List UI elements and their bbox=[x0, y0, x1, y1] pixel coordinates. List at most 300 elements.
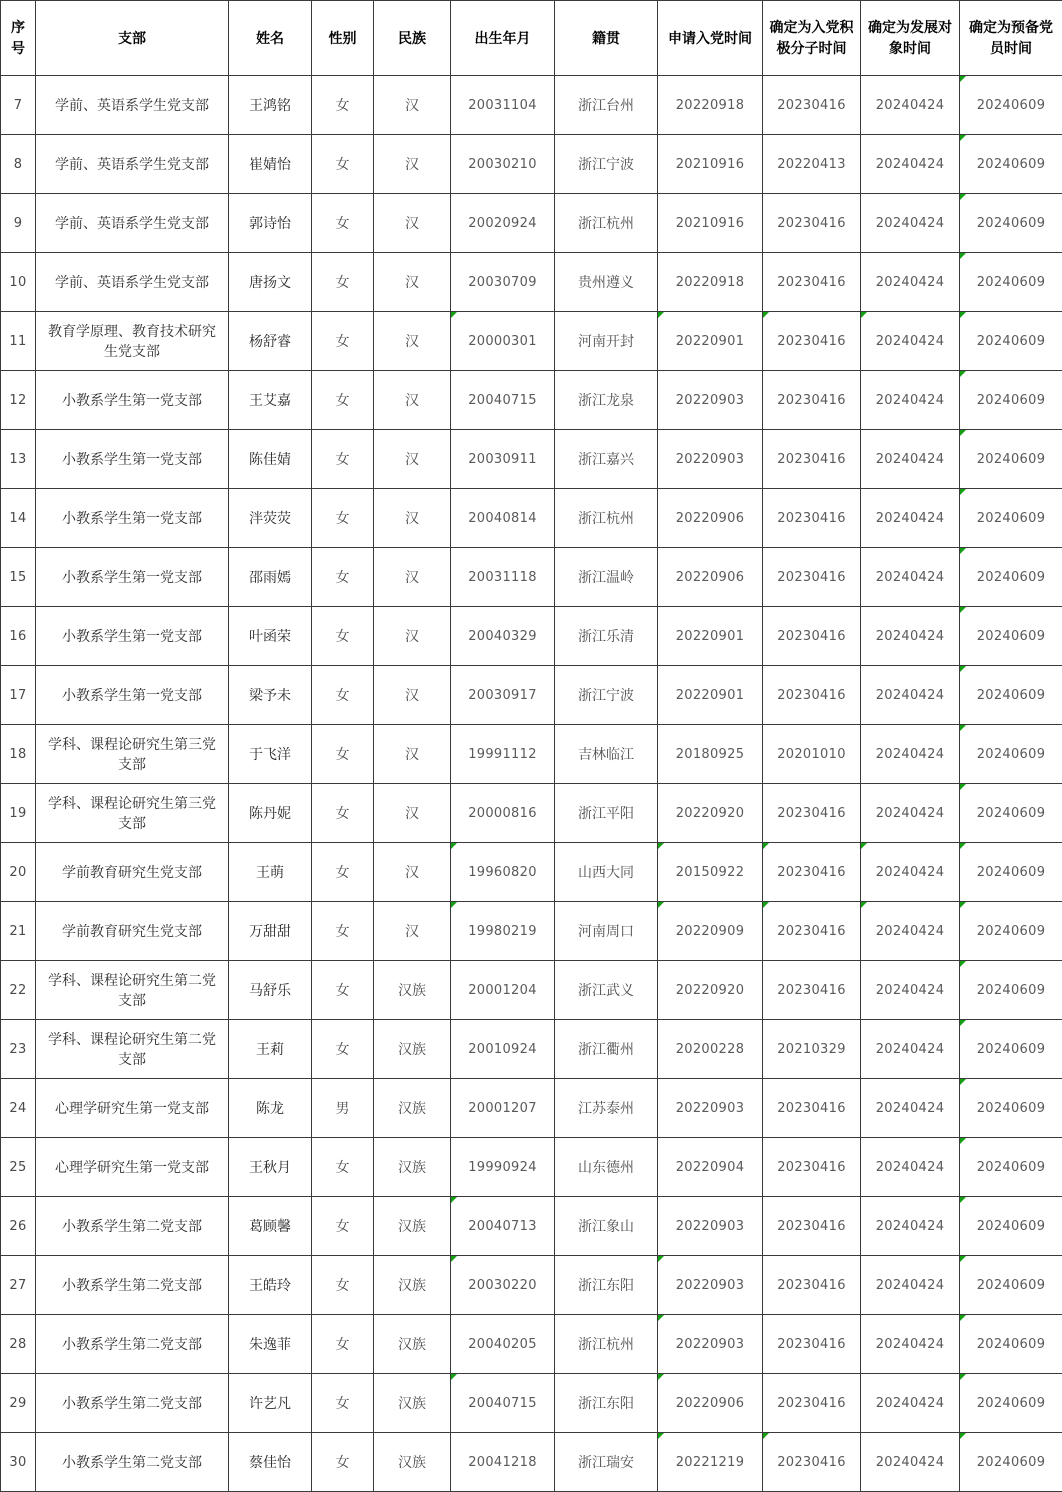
cell-ethnic[interactable]: 汉族 bbox=[374, 1433, 451, 1492]
cell-ethnic[interactable]: 汉 bbox=[374, 489, 451, 548]
cell-ethnic[interactable]: 汉族 bbox=[374, 1256, 451, 1315]
cell-ethnic[interactable]: 汉族 bbox=[374, 1197, 451, 1256]
cell-ethnic[interactable]: 汉 bbox=[374, 430, 451, 489]
cell-name[interactable]: 王皓玲 bbox=[229, 1256, 312, 1315]
cell-branch[interactable]: 学科、课程论研究生第二党支部 bbox=[36, 1020, 229, 1079]
cell-target[interactable]: 20240424 bbox=[861, 371, 960, 430]
cell-native[interactable]: 浙江平阳 bbox=[555, 784, 658, 843]
cell-flag-triangle-icon bbox=[658, 1315, 664, 1321]
cell-activist[interactable]: 20230416 bbox=[763, 1374, 861, 1433]
cell-probation[interactable]: 20240609 bbox=[960, 1138, 1062, 1197]
cell-seq[interactable]: 23 bbox=[1, 1020, 36, 1079]
cell-probation[interactable]: 20240609 bbox=[960, 1197, 1062, 1256]
cell-seq[interactable]: 27 bbox=[1, 1256, 36, 1315]
cell-native[interactable]: 河南开封 bbox=[555, 312, 658, 371]
cell-target[interactable]: 20240424 bbox=[861, 1138, 960, 1197]
cell-seq[interactable]: 26 bbox=[1, 1197, 36, 1256]
cell-name[interactable]: 葛顾馨 bbox=[229, 1197, 312, 1256]
cell-flag-triangle-icon bbox=[658, 312, 664, 318]
cell-birth[interactable]: 19991112 bbox=[451, 725, 555, 784]
cell-branch[interactable]: 学前教育研究生党支部 bbox=[36, 902, 229, 961]
cell-target[interactable]: 20240424 bbox=[861, 1374, 960, 1433]
cell-ethnic[interactable]: 汉 bbox=[374, 253, 451, 312]
cell-flag-triangle-icon bbox=[960, 312, 966, 318]
cell-apply[interactable]: 20220906 bbox=[658, 1374, 763, 1433]
cell-name[interactable]: 梁予未 bbox=[229, 666, 312, 725]
cell-probation[interactable]: 20240609 bbox=[960, 489, 1062, 548]
cell-native[interactable]: 浙江杭州 bbox=[555, 489, 658, 548]
cell-activist[interactable]: 20201010 bbox=[763, 725, 861, 784]
cell-activist[interactable]: 20230416 bbox=[763, 548, 861, 607]
cell-apply[interactable]: 20221219 bbox=[658, 1433, 763, 1492]
cell-ethnic[interactable]: 汉 bbox=[374, 843, 451, 902]
cell-seq[interactable]: 30 bbox=[1, 1433, 36, 1492]
cell-activist[interactable]: 20230416 bbox=[763, 312, 861, 371]
cell-activist[interactable]: 20230416 bbox=[763, 784, 861, 843]
cell-birth[interactable]: 20030210 bbox=[451, 135, 555, 194]
cell-birth[interactable]: 20010924 bbox=[451, 1020, 555, 1079]
cell-native[interactable]: 浙江嘉兴 bbox=[555, 430, 658, 489]
cell-birth[interactable]: 20000816 bbox=[451, 784, 555, 843]
cell-birth[interactable]: 20001207 bbox=[451, 1079, 555, 1138]
cell-gender[interactable]: 女 bbox=[312, 430, 374, 489]
cell-ethnic[interactable]: 汉 bbox=[374, 548, 451, 607]
cell-activist[interactable]: 20230416 bbox=[763, 489, 861, 548]
cell-branch[interactable]: 小教系学生第一党支部 bbox=[36, 430, 229, 489]
cell-gender[interactable]: 女 bbox=[312, 902, 374, 961]
cell-name[interactable]: 崔婧怡 bbox=[229, 135, 312, 194]
cell-branch[interactable]: 心理学研究生第一党支部 bbox=[36, 1138, 229, 1197]
cell-activist[interactable]: 20230416 bbox=[763, 194, 861, 253]
cell-branch[interactable]: 小教系学生第二党支部 bbox=[36, 1315, 229, 1374]
cell-birth[interactable]: 20040814 bbox=[451, 489, 555, 548]
cell-branch[interactable]: 小教系学生第二党支部 bbox=[36, 1374, 229, 1433]
cell-gender[interactable]: 女 bbox=[312, 194, 374, 253]
cell-native[interactable]: 浙江乐清 bbox=[555, 607, 658, 666]
column-header-apply[interactable]: 申请入党时间 bbox=[658, 1, 763, 76]
cell-gender[interactable]: 女 bbox=[312, 725, 374, 784]
cell-name[interactable]: 王萌 bbox=[229, 843, 312, 902]
cell-branch[interactable]: 学科、课程论研究生第二党支部 bbox=[36, 961, 229, 1020]
cell-apply[interactable]: 20150922 bbox=[658, 843, 763, 902]
cell-gender[interactable]: 女 bbox=[312, 1020, 374, 1079]
table-row bbox=[1, 725, 1062, 784]
cell-birth[interactable]: 20040329 bbox=[451, 607, 555, 666]
cell-birth[interactable]: 20030709 bbox=[451, 253, 555, 312]
column-header-gender[interactable]: 性别 bbox=[312, 1, 374, 76]
cell-ethnic[interactable]: 汉族 bbox=[374, 1315, 451, 1374]
cell-native[interactable]: 浙江象山 bbox=[555, 1197, 658, 1256]
cell-branch[interactable]: 学前、英语系学生党支部 bbox=[36, 135, 229, 194]
cell-activist[interactable]: 20220413 bbox=[763, 135, 861, 194]
cell-seq[interactable]: 17 bbox=[1, 666, 36, 725]
cell-gender[interactable]: 女 bbox=[312, 548, 374, 607]
cell-gender[interactable]: 女 bbox=[312, 1315, 374, 1374]
cell-ethnic[interactable]: 汉 bbox=[374, 135, 451, 194]
cell-ethnic[interactable]: 汉 bbox=[374, 784, 451, 843]
cell-flag-triangle-icon bbox=[960, 843, 966, 849]
cell-name[interactable]: 朱逸菲 bbox=[229, 1315, 312, 1374]
cell-birth[interactable]: 20000301 bbox=[451, 312, 555, 371]
cell-ethnic[interactable]: 汉 bbox=[374, 194, 451, 253]
cell-branch[interactable]: 小教系学生第一党支部 bbox=[36, 489, 229, 548]
cell-apply[interactable]: 20220904 bbox=[658, 1138, 763, 1197]
cell-apply[interactable]: 20220903 bbox=[658, 1315, 763, 1374]
cell-gender[interactable]: 女 bbox=[312, 1256, 374, 1315]
cell-seq[interactable]: 11 bbox=[1, 312, 36, 371]
cell-target[interactable]: 20240424 bbox=[861, 902, 960, 961]
cell-ethnic[interactable]: 汉 bbox=[374, 902, 451, 961]
cell-seq[interactable]: 20 bbox=[1, 843, 36, 902]
cell-activist[interactable]: 20230416 bbox=[763, 253, 861, 312]
cell-seq[interactable]: 21 bbox=[1, 902, 36, 961]
cell-activist[interactable]: 20230416 bbox=[763, 1315, 861, 1374]
cell-apply[interactable]: 20220903 bbox=[658, 1197, 763, 1256]
cell-native[interactable]: 河南周口 bbox=[555, 902, 658, 961]
cell-branch[interactable]: 学前、英语系学生党支部 bbox=[36, 253, 229, 312]
cell-target[interactable]: 20240424 bbox=[861, 1433, 960, 1492]
cell-flag-triangle-icon bbox=[960, 902, 966, 908]
cell-flag-triangle-icon bbox=[960, 489, 966, 495]
cell-flag-triangle-icon bbox=[960, 548, 966, 554]
cell-apply[interactable]: 20220903 bbox=[658, 1079, 763, 1138]
cell-name[interactable]: 郭诗怡 bbox=[229, 194, 312, 253]
cell-target[interactable]: 20240424 bbox=[861, 1079, 960, 1138]
cell-gender[interactable]: 女 bbox=[312, 843, 374, 902]
cell-seq[interactable]: 22 bbox=[1, 961, 36, 1020]
cell-activist[interactable]: 20230416 bbox=[763, 607, 861, 666]
cell-seq[interactable]: 29 bbox=[1, 1374, 36, 1433]
cell-name[interactable]: 叶函荣 bbox=[229, 607, 312, 666]
cell-flag-triangle-icon bbox=[451, 1374, 457, 1380]
cell-gender[interactable]: 女 bbox=[312, 1374, 374, 1433]
cell-probation[interactable]: 20240609 bbox=[960, 253, 1062, 312]
cell-ethnic[interactable]: 汉族 bbox=[374, 961, 451, 1020]
table-row bbox=[1, 312, 1062, 371]
cell-flag-triangle-icon bbox=[960, 1433, 966, 1439]
cell-activist[interactable]: 20230416 bbox=[763, 1197, 861, 1256]
cell-apply[interactable]: 20220906 bbox=[658, 489, 763, 548]
cell-seq[interactable]: 28 bbox=[1, 1315, 36, 1374]
cell-ethnic[interactable]: 汉 bbox=[374, 371, 451, 430]
cell-target[interactable]: 20240424 bbox=[861, 1315, 960, 1374]
cell-native[interactable]: 贵州遵义 bbox=[555, 253, 658, 312]
cell-seq[interactable]: 9 bbox=[1, 194, 36, 253]
cell-birth[interactable]: 20040715 bbox=[451, 371, 555, 430]
cell-name[interactable]: 陈龙 bbox=[229, 1079, 312, 1138]
cell-branch[interactable]: 教育学原理、教育技术研究生党支部 bbox=[36, 312, 229, 371]
cell-branch[interactable]: 学科、课程论研究生第三党支部 bbox=[36, 725, 229, 784]
cell-branch[interactable]: 小教系学生第一党支部 bbox=[36, 548, 229, 607]
cell-seq[interactable]: 19 bbox=[1, 784, 36, 843]
cell-branch[interactable]: 小教系学生第一党支部 bbox=[36, 371, 229, 430]
cell-gender[interactable]: 女 bbox=[312, 1138, 374, 1197]
cell-name[interactable]: 万甜甜 bbox=[229, 902, 312, 961]
cell-apply[interactable]: 20220903 bbox=[658, 371, 763, 430]
cell-probation[interactable]: 20240609 bbox=[960, 1079, 1062, 1138]
cell-probation[interactable]: 20240609 bbox=[960, 784, 1062, 843]
cell-native[interactable]: 浙江瑞安 bbox=[555, 1433, 658, 1492]
cell-birth[interactable]: 20031118 bbox=[451, 548, 555, 607]
cell-name[interactable]: 唐扬文 bbox=[229, 253, 312, 312]
cell-native[interactable]: 浙江宁波 bbox=[555, 666, 658, 725]
cell-native[interactable]: 浙江杭州 bbox=[555, 194, 658, 253]
column-header-activist[interactable]: 确定为入党积极分子时间 bbox=[763, 1, 861, 76]
cell-name[interactable]: 邵雨嫣 bbox=[229, 548, 312, 607]
cell-seq[interactable]: 13 bbox=[1, 430, 36, 489]
cell-name[interactable]: 王艾嘉 bbox=[229, 371, 312, 430]
cell-probation[interactable]: 20240609 bbox=[960, 961, 1062, 1020]
cell-target[interactable]: 20240424 bbox=[861, 1256, 960, 1315]
cell-probation[interactable]: 20240609 bbox=[960, 194, 1062, 253]
cell-native[interactable]: 山东德州 bbox=[555, 1138, 658, 1197]
cell-apply[interactable]: 20220920 bbox=[658, 784, 763, 843]
table-row bbox=[1, 1256, 1062, 1315]
cell-seq[interactable]: 8 bbox=[1, 135, 36, 194]
cell-activist[interactable]: 20230416 bbox=[763, 961, 861, 1020]
cell-native[interactable]: 浙江台州 bbox=[555, 76, 658, 135]
cell-target[interactable]: 20240424 bbox=[861, 725, 960, 784]
cell-birth[interactable]: 20031104 bbox=[451, 76, 555, 135]
cell-apply[interactable]: 20220901 bbox=[658, 312, 763, 371]
cell-probation[interactable]: 20240609 bbox=[960, 843, 1062, 902]
cell-target[interactable]: 20240424 bbox=[861, 1020, 960, 1079]
cell-apply[interactable]: 20220903 bbox=[658, 1256, 763, 1315]
cell-apply[interactable]: 20180925 bbox=[658, 725, 763, 784]
column-header-ethnic[interactable]: 民族 bbox=[374, 1, 451, 76]
cell-gender[interactable]: 女 bbox=[312, 1433, 374, 1492]
cell-name[interactable]: 陈佳婧 bbox=[229, 430, 312, 489]
cell-seq[interactable]: 18 bbox=[1, 725, 36, 784]
cell-probation[interactable]: 20240609 bbox=[960, 725, 1062, 784]
cell-probation[interactable]: 20240609 bbox=[960, 548, 1062, 607]
cell-ethnic[interactable]: 汉族 bbox=[374, 1079, 451, 1138]
column-header-branch[interactable]: 支部 bbox=[36, 1, 229, 76]
cell-probation[interactable]: 20240609 bbox=[960, 135, 1062, 194]
cell-name[interactable]: 泮荧荧 bbox=[229, 489, 312, 548]
cell-apply[interactable]: 20220901 bbox=[658, 666, 763, 725]
cell-birth[interactable]: 20040713 bbox=[451, 1197, 555, 1256]
cell-branch[interactable]: 小教系学生第一党支部 bbox=[36, 607, 229, 666]
cell-gender[interactable]: 女 bbox=[312, 607, 374, 666]
cell-probation[interactable]: 20240609 bbox=[960, 1433, 1062, 1492]
cell-activist[interactable]: 20230416 bbox=[763, 1079, 861, 1138]
cell-target[interactable]: 20240424 bbox=[861, 548, 960, 607]
cell-ethnic[interactable]: 汉 bbox=[374, 76, 451, 135]
cell-apply[interactable]: 20220918 bbox=[658, 76, 763, 135]
cell-probation[interactable]: 20240609 bbox=[960, 1374, 1062, 1433]
cell-name[interactable]: 王莉 bbox=[229, 1020, 312, 1079]
cell-apply[interactable]: 20220920 bbox=[658, 961, 763, 1020]
cell-gender[interactable]: 女 bbox=[312, 135, 374, 194]
cell-gender[interactable]: 女 bbox=[312, 1197, 374, 1256]
cell-seq[interactable]: 16 bbox=[1, 607, 36, 666]
cell-seq[interactable]: 24 bbox=[1, 1079, 36, 1138]
cell-flag-triangle-icon bbox=[451, 902, 457, 908]
cell-birth[interactable]: 19980219 bbox=[451, 902, 555, 961]
cell-activist[interactable]: 20230416 bbox=[763, 1256, 861, 1315]
cell-gender[interactable]: 女 bbox=[312, 489, 374, 548]
cell-activist[interactable]: 20230416 bbox=[763, 1433, 861, 1492]
cell-name[interactable]: 王鸿铭 bbox=[229, 76, 312, 135]
cell-ethnic[interactable]: 汉 bbox=[374, 607, 451, 666]
cell-probation[interactable]: 20240609 bbox=[960, 902, 1062, 961]
cell-target[interactable]: 20240424 bbox=[861, 784, 960, 843]
cell-seq[interactable]: 14 bbox=[1, 489, 36, 548]
cell-activist[interactable]: 20230416 bbox=[763, 1138, 861, 1197]
cell-probation[interactable]: 20240609 bbox=[960, 1020, 1062, 1079]
cell-target[interactable]: 20240424 bbox=[861, 135, 960, 194]
cell-birth[interactable]: 20030911 bbox=[451, 430, 555, 489]
cell-target[interactable]: 20240424 bbox=[861, 194, 960, 253]
cell-probation[interactable]: 20240609 bbox=[960, 666, 1062, 725]
cell-branch[interactable]: 小教系学生第二党支部 bbox=[36, 1197, 229, 1256]
cell-branch[interactable]: 心理学研究生第一党支部 bbox=[36, 1079, 229, 1138]
cell-target[interactable]: 20240424 bbox=[861, 1197, 960, 1256]
cell-ethnic[interactable]: 汉 bbox=[374, 725, 451, 784]
cell-probation[interactable]: 20240609 bbox=[960, 430, 1062, 489]
cell-target[interactable]: 20240424 bbox=[861, 489, 960, 548]
cell-apply[interactable]: 20220909 bbox=[658, 902, 763, 961]
cell-flag-triangle-icon bbox=[960, 607, 966, 613]
cell-name[interactable]: 于飞洋 bbox=[229, 725, 312, 784]
cell-name[interactable]: 许艺凡 bbox=[229, 1374, 312, 1433]
cell-gender[interactable]: 女 bbox=[312, 312, 374, 371]
cell-native[interactable]: 浙江武义 bbox=[555, 961, 658, 1020]
cell-target[interactable]: 20240424 bbox=[861, 961, 960, 1020]
column-header-birth[interactable]: 出生年月 bbox=[451, 1, 555, 76]
cell-native[interactable]: 浙江东阳 bbox=[555, 1374, 658, 1433]
cell-gender[interactable]: 女 bbox=[312, 76, 374, 135]
cell-gender[interactable]: 女 bbox=[312, 253, 374, 312]
cell-gender[interactable]: 女 bbox=[312, 666, 374, 725]
cell-name[interactable]: 杨舒睿 bbox=[229, 312, 312, 371]
cell-seq[interactable]: 15 bbox=[1, 548, 36, 607]
cell-target[interactable]: 20240424 bbox=[861, 843, 960, 902]
cell-ethnic[interactable]: 汉族 bbox=[374, 1020, 451, 1079]
cell-seq[interactable]: 25 bbox=[1, 1138, 36, 1197]
cell-native[interactable]: 浙江龙泉 bbox=[555, 371, 658, 430]
cell-flag-triangle-icon bbox=[451, 1197, 457, 1203]
cell-birth[interactable]: 20040205 bbox=[451, 1315, 555, 1374]
table-row bbox=[1, 902, 1062, 961]
cell-branch[interactable]: 学前教育研究生党支部 bbox=[36, 843, 229, 902]
cell-name[interactable]: 马舒乐 bbox=[229, 961, 312, 1020]
cell-ethnic[interactable]: 汉 bbox=[374, 312, 451, 371]
cell-branch[interactable]: 小教系学生第一党支部 bbox=[36, 666, 229, 725]
cell-birth[interactable]: 19990924 bbox=[451, 1138, 555, 1197]
table-row bbox=[1, 489, 1062, 548]
cell-branch[interactable]: 学前、英语系学生党支部 bbox=[36, 194, 229, 253]
cell-target[interactable]: 20240424 bbox=[861, 607, 960, 666]
cell-birth[interactable]: 19960820 bbox=[451, 843, 555, 902]
cell-name[interactable]: 蔡佳怡 bbox=[229, 1433, 312, 1492]
column-header-native[interactable]: 籍贯 bbox=[555, 1, 658, 76]
cell-probation[interactable]: 20240609 bbox=[960, 76, 1062, 135]
cell-seq[interactable]: 12 bbox=[1, 371, 36, 430]
cell-birth[interactable]: 20001204 bbox=[451, 961, 555, 1020]
cell-apply[interactable]: 20210916 bbox=[658, 135, 763, 194]
column-header-target[interactable]: 确定为发展对象时间 bbox=[861, 1, 960, 76]
cell-ethnic[interactable]: 汉族 bbox=[374, 1374, 451, 1433]
cell-birth[interactable]: 20020924 bbox=[451, 194, 555, 253]
cell-native[interactable]: 浙江温岭 bbox=[555, 548, 658, 607]
cell-apply[interactable]: 20200228 bbox=[658, 1020, 763, 1079]
cell-target[interactable]: 20240424 bbox=[861, 430, 960, 489]
cell-branch[interactable]: 学科、课程论研究生第三党支部 bbox=[36, 784, 229, 843]
cell-flag-triangle-icon bbox=[763, 902, 769, 908]
cell-gender[interactable]: 女 bbox=[312, 961, 374, 1020]
cell-flag-triangle-icon bbox=[960, 1256, 966, 1262]
cell-ethnic[interactable]: 汉 bbox=[374, 666, 451, 725]
cell-gender[interactable]: 女 bbox=[312, 371, 374, 430]
cell-activist[interactable]: 20230416 bbox=[763, 666, 861, 725]
cell-probation[interactable]: 20240609 bbox=[960, 607, 1062, 666]
cell-probation[interactable]: 20240609 bbox=[960, 1256, 1062, 1315]
cell-birth[interactable]: 20040715 bbox=[451, 1374, 555, 1433]
cell-activist[interactable]: 20230416 bbox=[763, 371, 861, 430]
cell-activist[interactable]: 20230416 bbox=[763, 843, 861, 902]
cell-native[interactable]: 江苏泰州 bbox=[555, 1079, 658, 1138]
cell-apply[interactable]: 20210916 bbox=[658, 194, 763, 253]
cell-probation[interactable]: 20240609 bbox=[960, 312, 1062, 371]
cell-birth[interactable]: 20030220 bbox=[451, 1256, 555, 1315]
cell-apply[interactable]: 20220918 bbox=[658, 253, 763, 312]
cell-activist[interactable]: 20230416 bbox=[763, 76, 861, 135]
cell-activist[interactable]: 20230416 bbox=[763, 902, 861, 961]
cell-probation[interactable]: 20240609 bbox=[960, 371, 1062, 430]
cell-birth[interactable]: 20041218 bbox=[451, 1433, 555, 1492]
cell-native[interactable]: 山西大同 bbox=[555, 843, 658, 902]
cell-target[interactable]: 20240424 bbox=[861, 76, 960, 135]
column-header-seq[interactable]: 序号 bbox=[1, 1, 36, 76]
table-row bbox=[1, 607, 1062, 666]
cell-seq[interactable]: 7 bbox=[1, 76, 36, 135]
cell-activist[interactable]: 20230416 bbox=[763, 430, 861, 489]
cell-probation[interactable]: 20240609 bbox=[960, 1315, 1062, 1374]
cell-native[interactable]: 浙江衢州 bbox=[555, 1020, 658, 1079]
cell-flag-triangle-icon bbox=[861, 843, 867, 849]
cell-apply[interactable]: 20220906 bbox=[658, 548, 763, 607]
cell-seq[interactable]: 10 bbox=[1, 253, 36, 312]
cell-branch[interactable]: 小教系学生第二党支部 bbox=[36, 1433, 229, 1492]
cell-birth[interactable]: 20030917 bbox=[451, 666, 555, 725]
cell-gender[interactable]: 男 bbox=[312, 1079, 374, 1138]
cell-apply[interactable]: 20220903 bbox=[658, 430, 763, 489]
cell-branch[interactable]: 小教系学生第二党支部 bbox=[36, 1256, 229, 1315]
cell-native[interactable]: 浙江东阳 bbox=[555, 1256, 658, 1315]
cell-flag-triangle-icon bbox=[960, 1138, 966, 1144]
cell-apply[interactable]: 20220901 bbox=[658, 607, 763, 666]
column-header-name[interactable]: 姓名 bbox=[229, 1, 312, 76]
cell-target[interactable]: 20240424 bbox=[861, 253, 960, 312]
column-header-probation[interactable]: 确定为预备党员时间 bbox=[960, 1, 1062, 76]
cell-name[interactable]: 王秋月 bbox=[229, 1138, 312, 1197]
cell-gender[interactable]: 女 bbox=[312, 784, 374, 843]
cell-native[interactable]: 浙江杭州 bbox=[555, 1315, 658, 1374]
table-row bbox=[1, 1138, 1062, 1197]
cell-flag-triangle-icon bbox=[960, 1197, 966, 1203]
cell-name[interactable]: 陈丹妮 bbox=[229, 784, 312, 843]
cell-ethnic[interactable]: 汉族 bbox=[374, 1138, 451, 1197]
cell-native[interactable]: 浙江宁波 bbox=[555, 135, 658, 194]
cell-activist[interactable]: 20210329 bbox=[763, 1020, 861, 1079]
cell-target[interactable]: 20240424 bbox=[861, 312, 960, 371]
cell-flag-triangle-icon bbox=[960, 666, 966, 672]
cell-branch[interactable]: 学前、英语系学生党支部 bbox=[36, 76, 229, 135]
cell-native[interactable]: 吉林临江 bbox=[555, 725, 658, 784]
cell-target[interactable]: 20240424 bbox=[861, 666, 960, 725]
